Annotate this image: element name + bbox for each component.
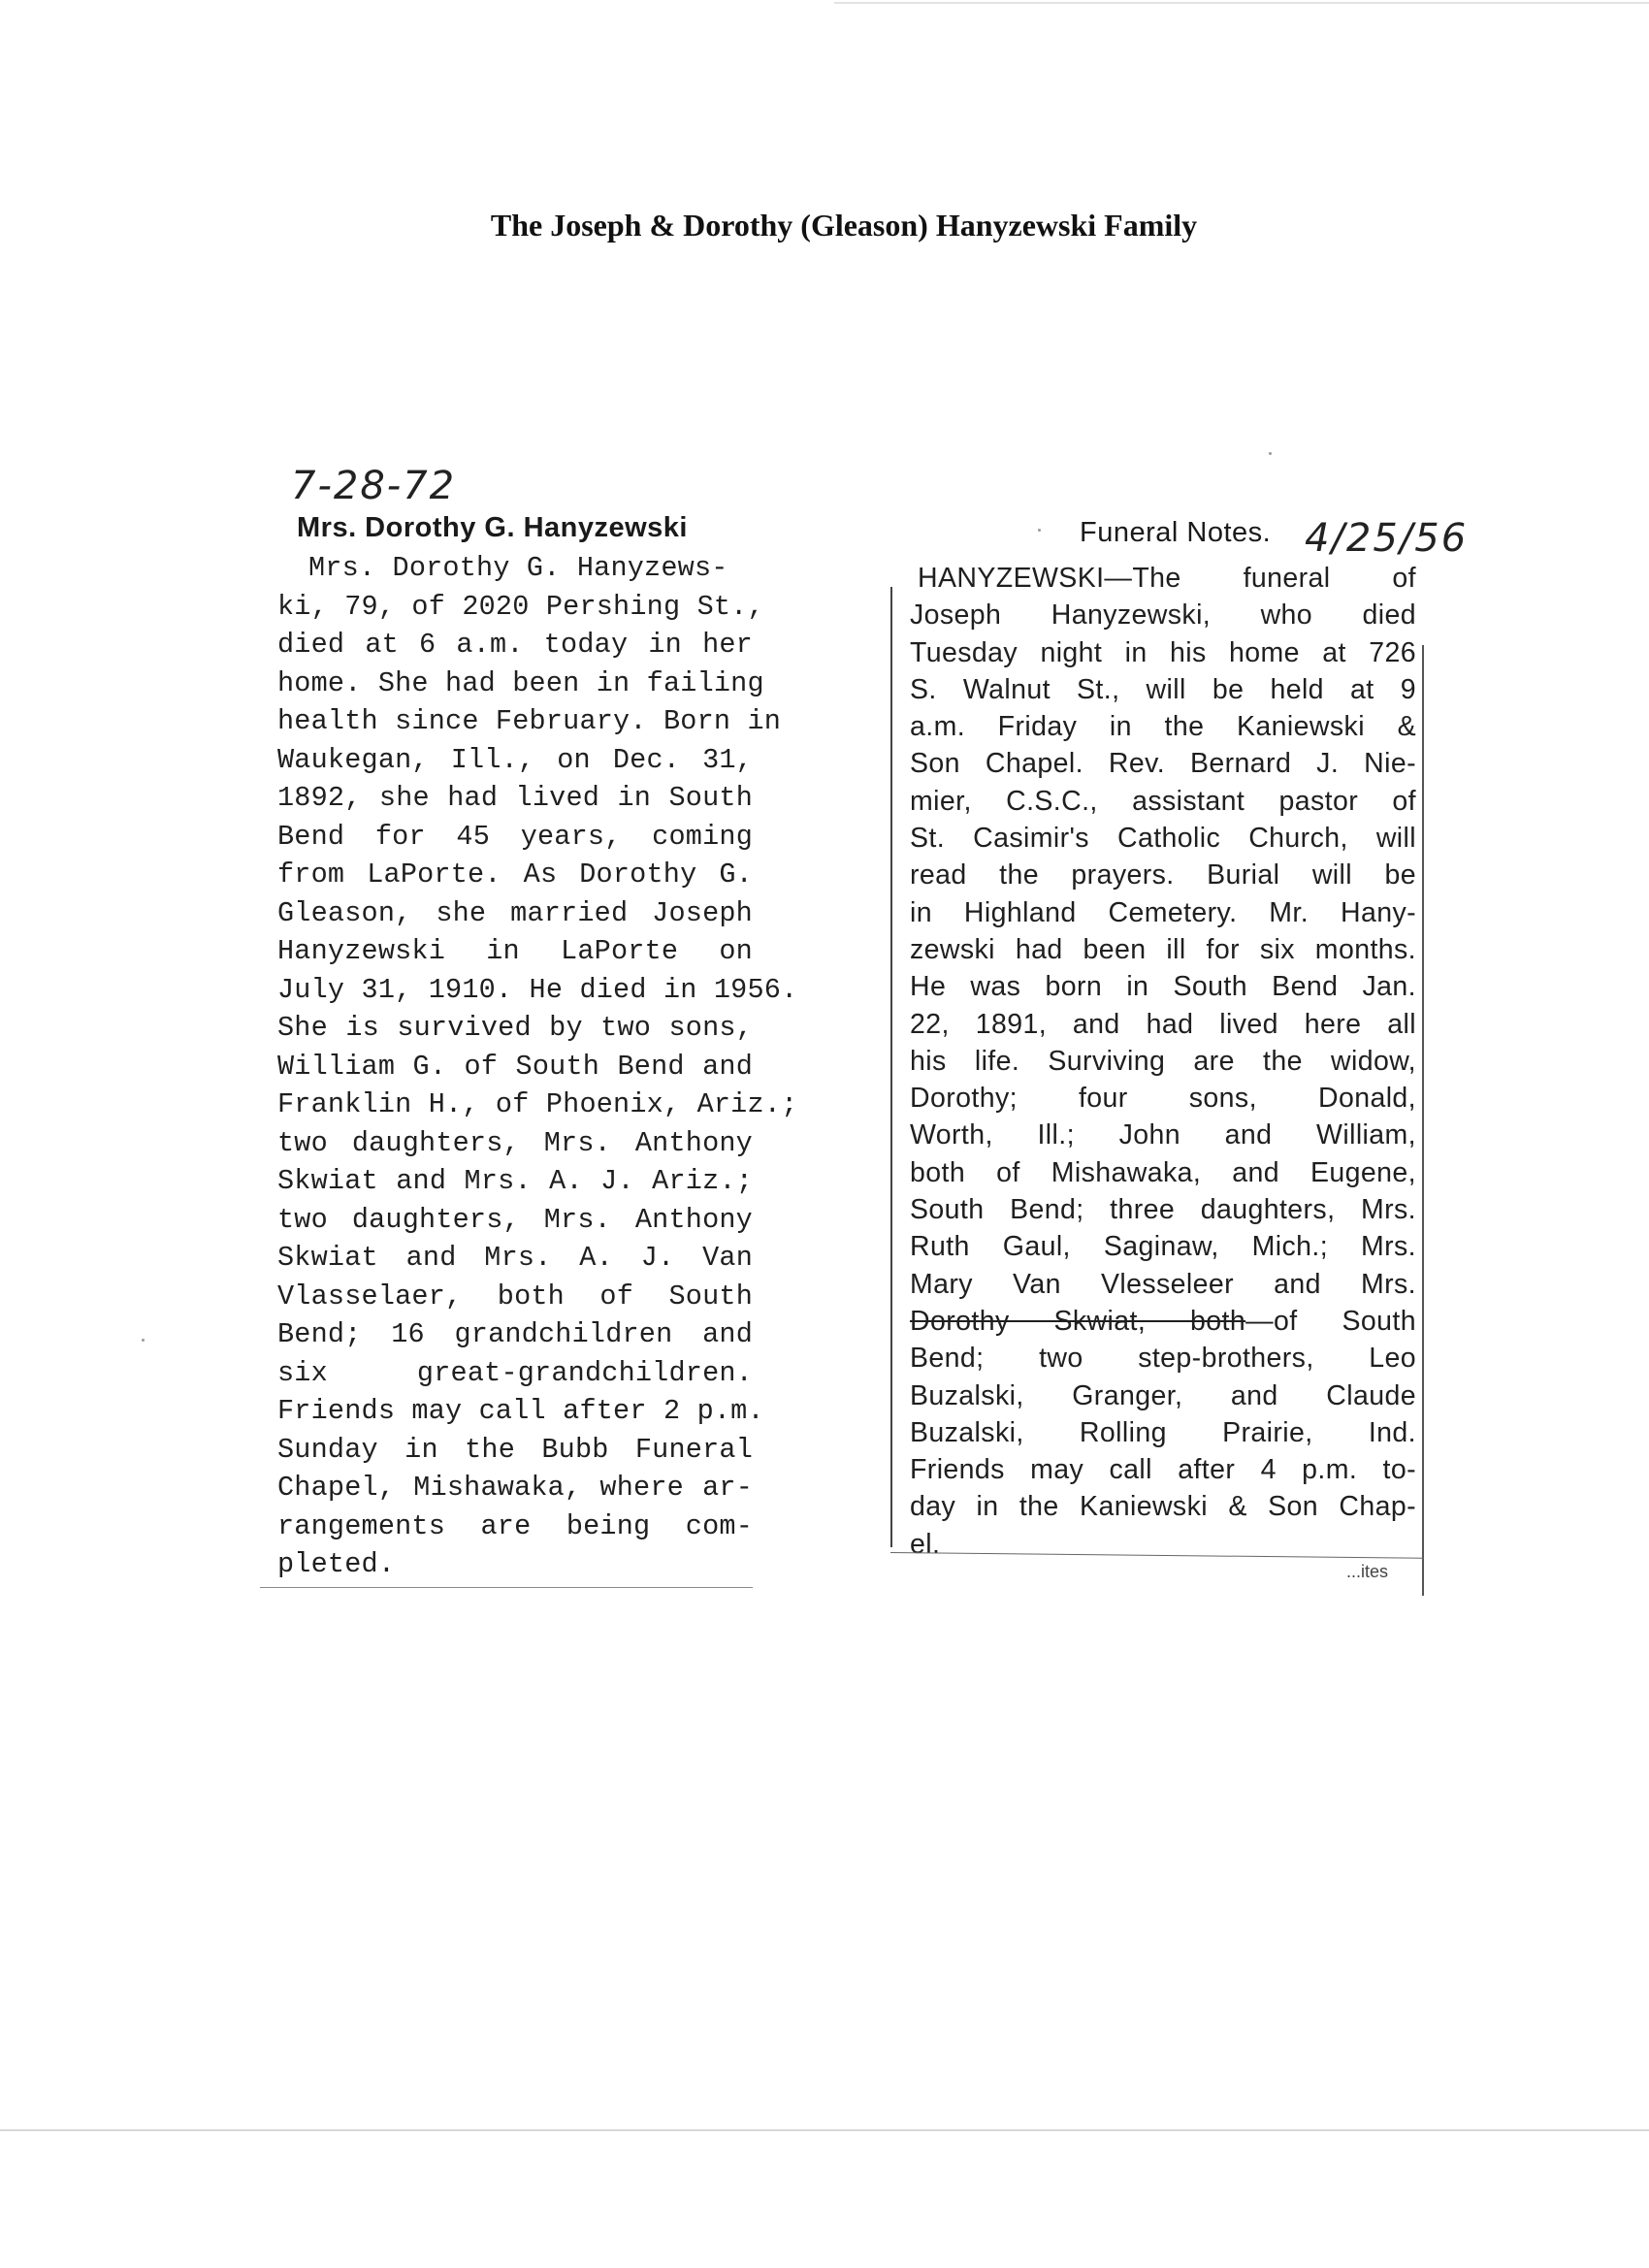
text-line: in Highland Cemetery. Mr. Hany- [910, 896, 1416, 928]
obituary-clipping-dorothy [260, 502, 798, 1584]
text-line: 1892, she had lived in South [277, 782, 753, 814]
text-line: Joseph Hanyzewski, who died [910, 599, 1416, 632]
text-line: Mary Van Vlesseleer and Mrs. [910, 1268, 1416, 1300]
text-line: Friends may call after 4 p.m. to- [910, 1454, 1416, 1486]
obituary-body [277, 549, 798, 1584]
text-line: 22, 1891, and had lived here all [910, 1008, 1416, 1040]
text-line: HANYZEWSKI—The funeral of [918, 563, 1416, 594]
text-line: St. Casimir's Catholic Church, will [910, 823, 1416, 855]
text-line: She is survived by two sons, [277, 1012, 753, 1044]
text-line: ki, 79, of 2020 Pershing St., [277, 590, 764, 623]
funeral-notes-header: Funeral Notes. [1080, 517, 1272, 548]
text-line: Bend for 45 years, coming [277, 820, 753, 853]
text-line: two daughters, Mrs. Anthony [277, 1126, 753, 1159]
text-line: zewski had been ill for six months. [910, 933, 1416, 965]
scan-speck [1269, 452, 1272, 455]
text-line: July 31, 1910. He died in 1956. [277, 973, 798, 1006]
text-line: Vlasselaer, both of South [277, 1280, 753, 1312]
text-line: Dorothy; four sons, Donald, [910, 1083, 1416, 1115]
text-line: Son Chapel. Rev. Bernard J. Nie- [910, 748, 1416, 780]
text-line: He was born in South Bend Jan. [910, 971, 1416, 1003]
obituary-headline: Mrs. Dorothy G. Hanyzewski [297, 512, 688, 543]
text-line: two daughters, Mrs. Anthony [277, 1203, 753, 1236]
text-line: Sunday in the Bubb Funeral [277, 1433, 753, 1466]
text-line: Skwiat and Mrs. A. J. Ariz.; [277, 1165, 753, 1197]
text-fragment: of South [1274, 1305, 1416, 1337]
scan-speck [1038, 529, 1041, 532]
text-line: his life. Surviving are the widow, [910, 1045, 1416, 1077]
text-line: Waukegan, Ill., on Dec. 31, [277, 743, 753, 776]
text-line: mier, C.S.C., assistant pastor of [910, 785, 1416, 817]
text-line: a.m. Friday in the Kaniewski & [910, 711, 1416, 743]
text-line: six great-grandchildren. [277, 1356, 753, 1389]
scan-edge-bottom [0, 2129, 1649, 2131]
handwritten-date-right: 4/25/56 [1305, 516, 1469, 561]
page-title: The Joseph & Dorothy (Gleason) Hanyzewski Family [490, 208, 1198, 243]
scan-edge-top [834, 2, 1649, 4]
text-line: Friends may call after 2 p.m. [277, 1395, 764, 1427]
struck-text: Dorothy Skwiat, both [910, 1305, 1246, 1337]
scan-speck [142, 1339, 145, 1342]
text-line: Skwiat and Mrs. A. J. Van [277, 1242, 753, 1274]
text-line: Dorothy Skwiat, both—of South [910, 1305, 1416, 1337]
clipping-left-edge [890, 587, 892, 1547]
text-line: health since February. Born in [277, 705, 782, 737]
text-line: el. [910, 1528, 941, 1560]
text-line: died at 6 a.m. today in her [277, 629, 753, 661]
text-line: Bend; two step-brothers, Leo [910, 1343, 1416, 1375]
text-line: Bend; 16 grandchildren and [277, 1318, 753, 1350]
text-line: Franklin H., of Phoenix, Ariz.; [277, 1088, 798, 1120]
text-line: Buzalski, Rolling Prairie, Ind. [910, 1416, 1416, 1448]
text-line: Mrs. Dorothy G. Hanyzews- [308, 552, 728, 584]
text-line: Worth, Ill.; John and William, [910, 1119, 1416, 1151]
text-line: William G. of South Bend and [277, 1050, 753, 1083]
funeral-notice-body [910, 560, 1416, 1563]
text-line: Ruth Gaul, Saginaw, Mich.; Mrs. [910, 1231, 1416, 1263]
text-line: S. Walnut St., will be held at 9 [910, 673, 1416, 705]
text-line: pleted. [277, 1548, 396, 1580]
funeral-notice-clipping-joseph [890, 490, 1424, 1596]
handwritten-date-left: 7-28-72 [291, 464, 457, 508]
cut-off-fragment: ...ites [1346, 1562, 1389, 1581]
text-line: Chapel, Mishawaka, where ar- [277, 1472, 753, 1504]
text-line: South Bend; three daughters, Mrs. [910, 1194, 1416, 1226]
text-line: Buzalski, Granger, and Claude [910, 1379, 1416, 1411]
text-line: both of Mishawaka, and Eugene, [910, 1156, 1416, 1188]
text-line: day in the Kaniewski & Son Chap- [910, 1491, 1416, 1523]
text-line: read the prayers. Burial will be [910, 859, 1416, 891]
text-line: Tuesday night in his home at 726 [910, 636, 1416, 668]
clipping-right-edge [1422, 645, 1424, 1596]
text-line: home. She had been in failing [277, 666, 764, 699]
clipping-bottom-edge [260, 1587, 753, 1588]
text-line: Gleason, she married Joseph [277, 896, 753, 929]
text-line: Hanyzewski in LaPorte on [277, 935, 753, 967]
text-line: rangements are being com- [277, 1509, 753, 1542]
text-line: from LaPorte. As Dorothy G. [277, 859, 753, 891]
